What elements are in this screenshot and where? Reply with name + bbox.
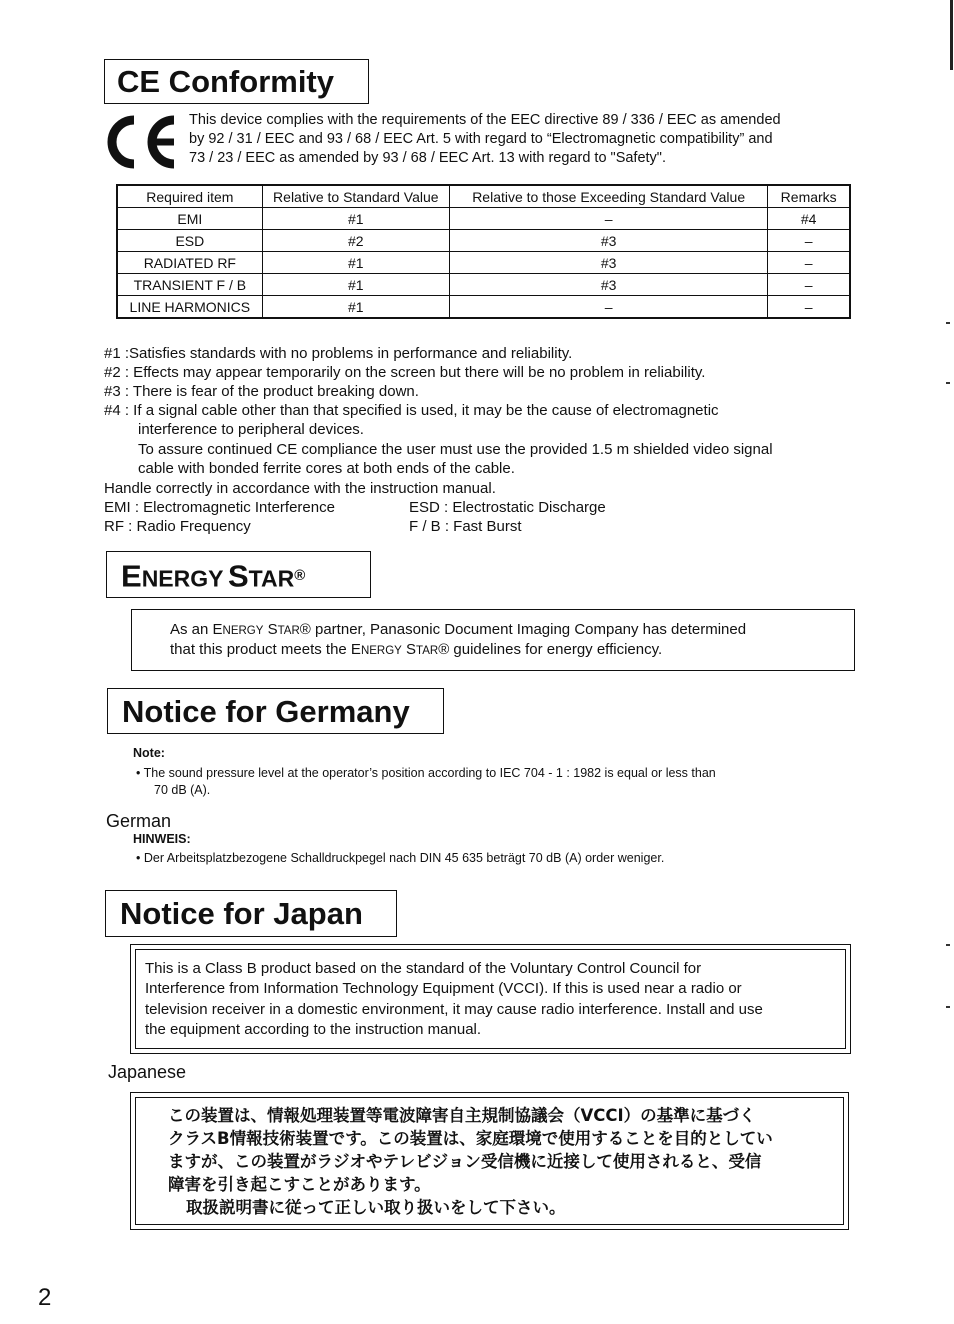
energy-star-line: that this product meets the ENERGY STAR® guidelines for energy efficiency. — [170, 641, 663, 658]
table-cell: – — [768, 296, 850, 319]
vcci-english-box — [130, 944, 851, 1054]
vcci-line: the equipment according to the instruction manual. — [145, 1020, 482, 1038]
table-cell: – — [449, 208, 767, 230]
jp-line: 取扱説明書に従って正しい取り扱いをして下さい。 — [186, 1198, 566, 1217]
header-exceeding-value: Relative to those Exceeding Standard Value — [449, 185, 767, 208]
table-cell: – — [768, 252, 850, 274]
hinweis-text: • Der Arbeitsplatzbezogene Schalldruckpegel nach DIN 45 635 beträgt 70 dB (A) order weniger. — [136, 851, 665, 865]
scan-mark — [946, 322, 950, 324]
footnote-4-cont: interference to peripheral devices. — [138, 421, 364, 438]
table-cell: – — [449, 296, 767, 319]
abbr-rf: RF : Radio Frequency — [104, 518, 251, 535]
table-cell: ESD — [117, 230, 262, 252]
ce-mark-logo — [104, 112, 180, 172]
abbr-esd: ESD : Electrostatic Discharge — [409, 499, 606, 516]
ce-intro-text — [189, 111, 839, 168]
scan-edge — [950, 0, 953, 70]
germany-heading: Notice for Germany — [107, 688, 444, 734]
table-cell: #2 — [262, 230, 449, 252]
german-label: German — [106, 811, 172, 831]
table-cell: EMI — [117, 208, 262, 230]
footnote-4: #4 : If a signal cable other than that specified is used, it may be the cause of electromagnetic — [104, 402, 719, 419]
header-standard-value: Relative to Standard Value — [262, 185, 449, 208]
table-row — [117, 296, 850, 319]
footnote-1: #1 :Satisfies standards with no problems in performance and reliability. — [104, 345, 573, 362]
vcci-english-text — [145, 959, 763, 1040]
vcci-line: This is a Class B product based on the standard of the Voluntary Control Council for — [145, 960, 702, 977]
table-cell: #1 — [262, 296, 449, 319]
footnote-2: #2 : Effects may appear temporarily on the screen but there will be no problem in reliability. — [104, 364, 706, 381]
header-required-item: Required item — [117, 185, 262, 208]
hinweis-label: HINWEIS: — [133, 832, 191, 846]
footnote-4-cont: To assure continued CE compliance the user must use the provided 1.5 m shielded video signal — [138, 441, 773, 458]
table-cell: #4 — [768, 208, 850, 230]
ce-intro-line: by 92 / 31 / EEC and 93 / 68 / EEC Art. 5 with regard to “Electromagnetic compatibility” and — [189, 131, 773, 147]
energy-star-heading: ENERGY STAR® — [106, 551, 371, 598]
ce-intro-line: 73 / 23 / EEC as amended by 93 / 68 / EEC Art. 13 with regard to "Safety". — [189, 150, 666, 166]
jp-line: クラスB情報技術装置です。この装置は、家庭環境で使用することを目的としてい — [168, 1129, 773, 1148]
table-cell: #1 — [262, 274, 449, 296]
vcci-line: television receiver in a domestic environment, it may cause radio interference. Install and use — [145, 1000, 763, 1018]
japan-heading: Notice for Japan — [105, 890, 397, 937]
energy-star-statement — [131, 609, 855, 671]
table-header-row — [117, 185, 850, 208]
jp-line: この装置は、情報処理装置等電波障害自主規制協議会（VCCI）の基準に基づく — [168, 1106, 756, 1125]
scan-mark — [946, 944, 950, 946]
page-number: 2 — [38, 1284, 52, 1311]
jp-line: 障害を引き起こすことがあります。 — [168, 1175, 431, 1194]
ce-conformity-heading: CE Conformity — [104, 59, 369, 104]
table-cell: – — [768, 230, 850, 252]
table-cell: – — [768, 274, 850, 296]
note-text: • The sound pressure level at the operator’s position according to IEC 704 - 1 : 1982 is equal or less than — [136, 766, 716, 780]
jp-line: ますが、この装置がラジオやテレビジョン受信機に近接して使用されると、受信 — [168, 1152, 762, 1171]
table-cell: #3 — [449, 274, 767, 296]
table-row — [117, 252, 850, 274]
energy-star-line: As an ENERGY STAR® partner, Panasonic Document Imaging Company has determined — [170, 621, 747, 638]
footnote-3: #3 : There is fear of the product breaking down. — [104, 383, 419, 400]
note-label: Note: — [133, 746, 165, 760]
scan-mark — [946, 382, 950, 384]
table-cell: TRANSIENT F / B — [117, 274, 262, 296]
abbr-emi: EMI : Electromagnetic Interference — [104, 499, 335, 516]
table-row — [117, 230, 850, 252]
ce-requirements-table — [116, 184, 851, 319]
scan-mark — [946, 1006, 950, 1008]
table-row — [117, 208, 850, 230]
table-cell: #1 — [262, 252, 449, 274]
ce-intro-line: This device complies with the requirements of the EEC directive 89 / 336 / EEC as amended — [189, 112, 781, 128]
footnote-4-cont: cable with bonded ferrite cores at both ends of the cable. — [138, 460, 515, 477]
abbr-fb: F / B : Fast Burst — [409, 518, 522, 535]
header-remarks: Remarks — [768, 185, 850, 208]
handle-note: Handle correctly in accordance with the instruction manual. — [104, 480, 496, 497]
vcci-line: Interference from Information Technology Equipment (VCCI). If this is used near a radio or — [145, 980, 742, 998]
table-cell: #3 — [449, 252, 767, 274]
table-cell: LINE HARMONICS — [117, 296, 262, 319]
note-text-cont: 70 dB (A). — [154, 783, 211, 797]
table-row — [117, 274, 850, 296]
table-cell: RADIATED RF — [117, 252, 262, 274]
vcci-japanese-text — [168, 1104, 828, 1219]
japanese-label: Japanese — [108, 1062, 187, 1082]
table-cell: #3 — [449, 230, 767, 252]
table-cell: #1 — [262, 208, 449, 230]
